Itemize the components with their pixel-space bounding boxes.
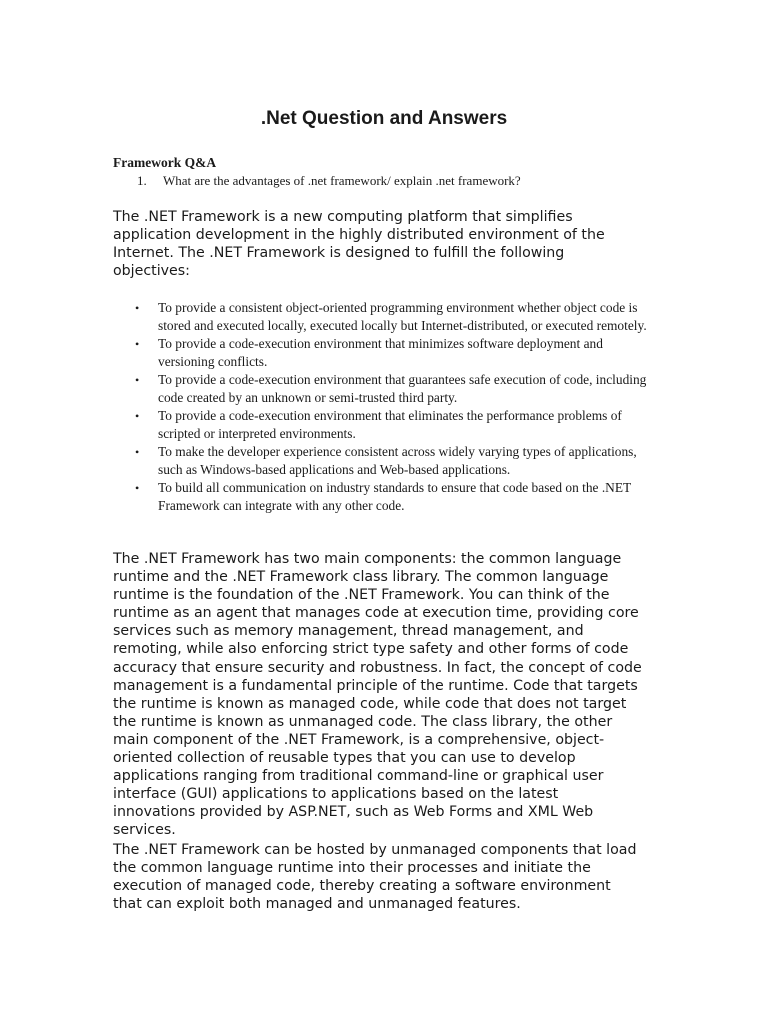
bullet-icon: • (135, 301, 140, 315)
objective-text: To provide a code-execution environment that minimizes software deployment and versioning conflicts. (158, 336, 603, 369)
bullet-icon: • (135, 337, 140, 351)
list-item (135, 443, 660, 479)
bullet-icon: • (135, 373, 140, 387)
list-item (135, 299, 660, 335)
bullet-icon: • (135, 445, 140, 459)
bullet-icon: • (135, 409, 140, 423)
question-number: 1. (137, 173, 147, 188)
list-item (135, 479, 660, 515)
list-item (135, 371, 660, 407)
objective-text: To make the developer experience consistent across widely varying types of applications, such as Windows-based applications and Web-based applications. (158, 444, 637, 477)
list-item (135, 407, 660, 443)
components-paragraph: The .NET Framework has two main components: the common language runtime and the .NET Framework class library. The common language runtime is the foundation of the .NET Framework. You can think of the runtime as an agent that manages code at execution time, providing core services such as memory management, thread management, and remoting, while also enforcing strict type safety and other forms of code accuracy that ensure security and robustness. In fact, the concept of code management is a fundamental principle of the runtime. Code that targets the runtime is known as managed code, while code that does not target the runtime is known as unmanaged code. The class library, the other main component of the .NET Framework, is a comprehensive, object-oriented collection of reusable types that you can use to develop applications ranging from traditional command-line or graphical user interface (GUI) applications to applications based on the latest innovations provided by ASP.NET, such as Web Forms and XML Web services. (113, 551, 642, 839)
list-item (135, 335, 660, 371)
objective-text: To provide a consistent object-oriented programming environment whether object code is stored and executed locally, executed locally but Internet-distributed, or executed remotely. (158, 300, 647, 333)
hosting-paragraph: The .NET Framework can be hosted by unmanaged components that load the common language runtime into their processes and initiate the execution of managed code, thereby creating a software environment that can exploit both managed and unmanaged features. (113, 842, 637, 913)
question-item (113, 173, 673, 189)
section-heading: Framework Q&A (113, 155, 217, 170)
objective-text: To provide a code-execution environment that eliminates the performance problems of scripted or interpreted environments. (158, 408, 622, 441)
question-text: What are the advantages of .net framework/ explain .net framework? (163, 173, 521, 188)
objective-text: To build all communication on industry standards to ensure that code based on the .NET Framework can integrate with any other code. (158, 480, 631, 513)
objectives-list (135, 299, 660, 515)
bullet-icon: • (135, 481, 140, 495)
page-title: .Net Question and Answers (260, 108, 508, 129)
objective-text: To provide a code-execution environment that guarantees safe execution of code, including code created by an unknown or semi-trusted third party. (158, 372, 647, 405)
intro-paragraph: The .NET Framework is a new computing platform that simplifies application development in the highly distributed environment of the Internet. The .NET Framework is designed to fulfill the following objectives: (113, 209, 605, 280)
